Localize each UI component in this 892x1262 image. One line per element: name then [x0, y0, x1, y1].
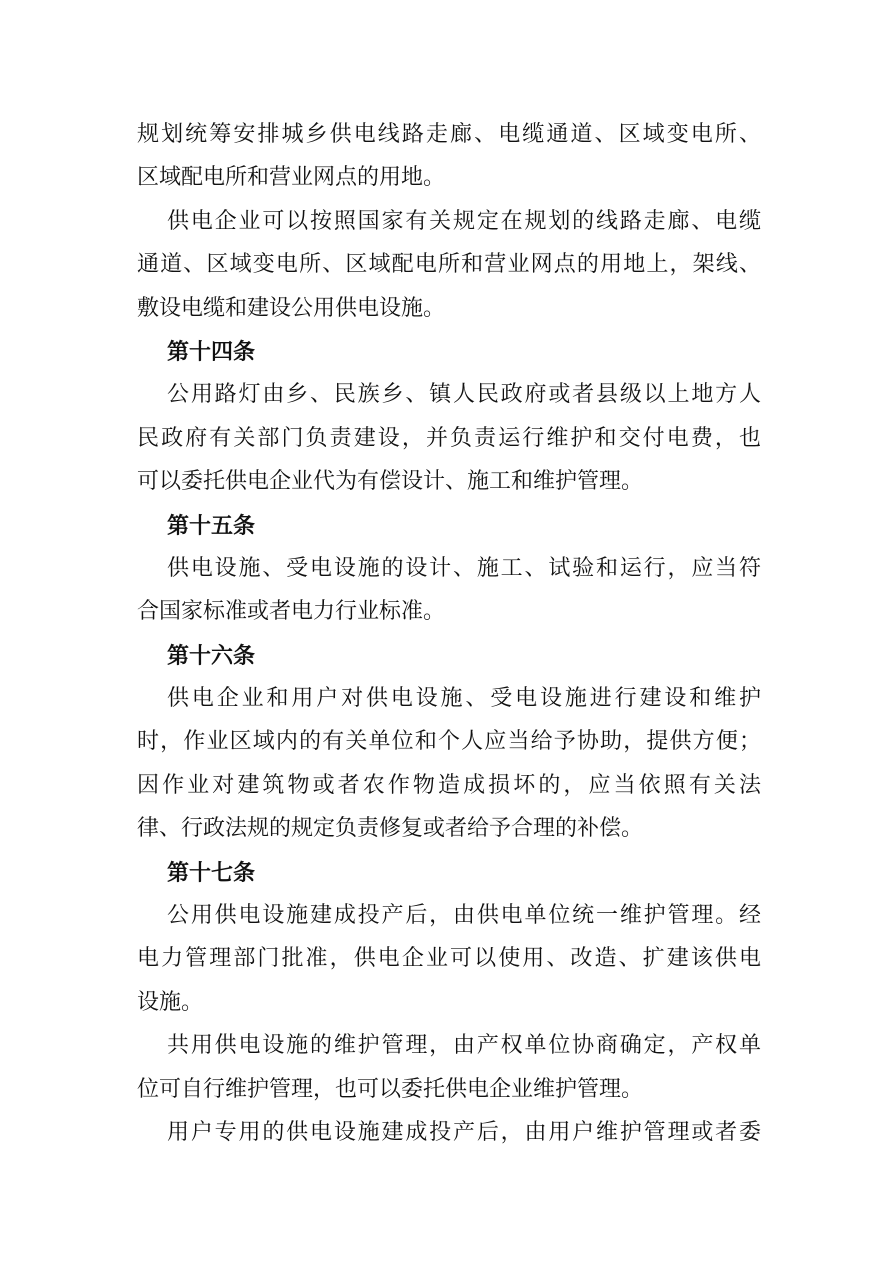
paragraph-line: 公用路灯由乡、民族乡、镇人民政府或者县级以上地方人	[167, 382, 761, 408]
paragraph-line: 设施。	[137, 989, 204, 1015]
paragraph-line: 敷设电缆和建设公用供电设施。	[137, 295, 446, 321]
paragraph-line: 供电设施、受电设施的设计、施工、试验和运行，应当符	[167, 555, 761, 581]
paragraph-line: 电力管理部门批准，供电企业可以使用、改造、扩建该供电	[137, 946, 761, 972]
article-heading: 第十六条	[167, 642, 256, 669]
paragraph-line: 时，作业区域内的有关单位和个人应当给予协助，提供方便；	[137, 729, 761, 755]
paragraph-line: 规划统筹安排城乡供电线路走廊、电缆通道、区域变电所、	[137, 122, 761, 147]
paragraph-line: 用户专用的供电设施建成投产后，由用户维护管理或者委	[167, 1119, 761, 1145]
paragraph-line: 民政府有关部门负责建设，并负责运行维护和交付电费，也	[137, 425, 761, 451]
article-heading: 第十四条	[167, 338, 256, 365]
paragraph-line: 位可自行维护管理，也可以委托供电企业维护管理。	[137, 1076, 644, 1102]
paragraph-line: 律、行政法规的规定负责修复或者给予合理的补偿。	[137, 816, 644, 842]
paragraph-line: 可以委托供电企业代为有偿设计、施工和维护管理。	[137, 469, 644, 495]
paragraph-line: 共用供电设施的维护管理，由产权单位协商确定，产权单	[167, 1033, 761, 1059]
paragraph-line: 合国家标准或者电力行业标准。	[137, 599, 446, 625]
paragraph-line: 供电企业可以按照国家有关规定在规划的线路走廊、电缆	[167, 208, 761, 234]
paragraph-line: 公用供电设施建成投产后，由供电单位统一维护管理。经	[167, 903, 761, 929]
document-body	[137, 118, 761, 1159]
paragraph-line: 通道、区域变电所、区域配电所和营业网点的用地上，架线、	[137, 252, 761, 278]
paragraph-line: 区域配电所和营业网点的用地。	[137, 165, 446, 191]
paragraph-line: 因作业对建筑物或者农作物造成损坏的，应当依照有关法	[137, 772, 761, 798]
article-heading: 第十七条	[167, 859, 256, 886]
paragraph-line: 供电企业和用户对供电设施、受电设施进行建设和维护	[167, 686, 761, 712]
article-heading: 第十五条	[167, 512, 256, 539]
